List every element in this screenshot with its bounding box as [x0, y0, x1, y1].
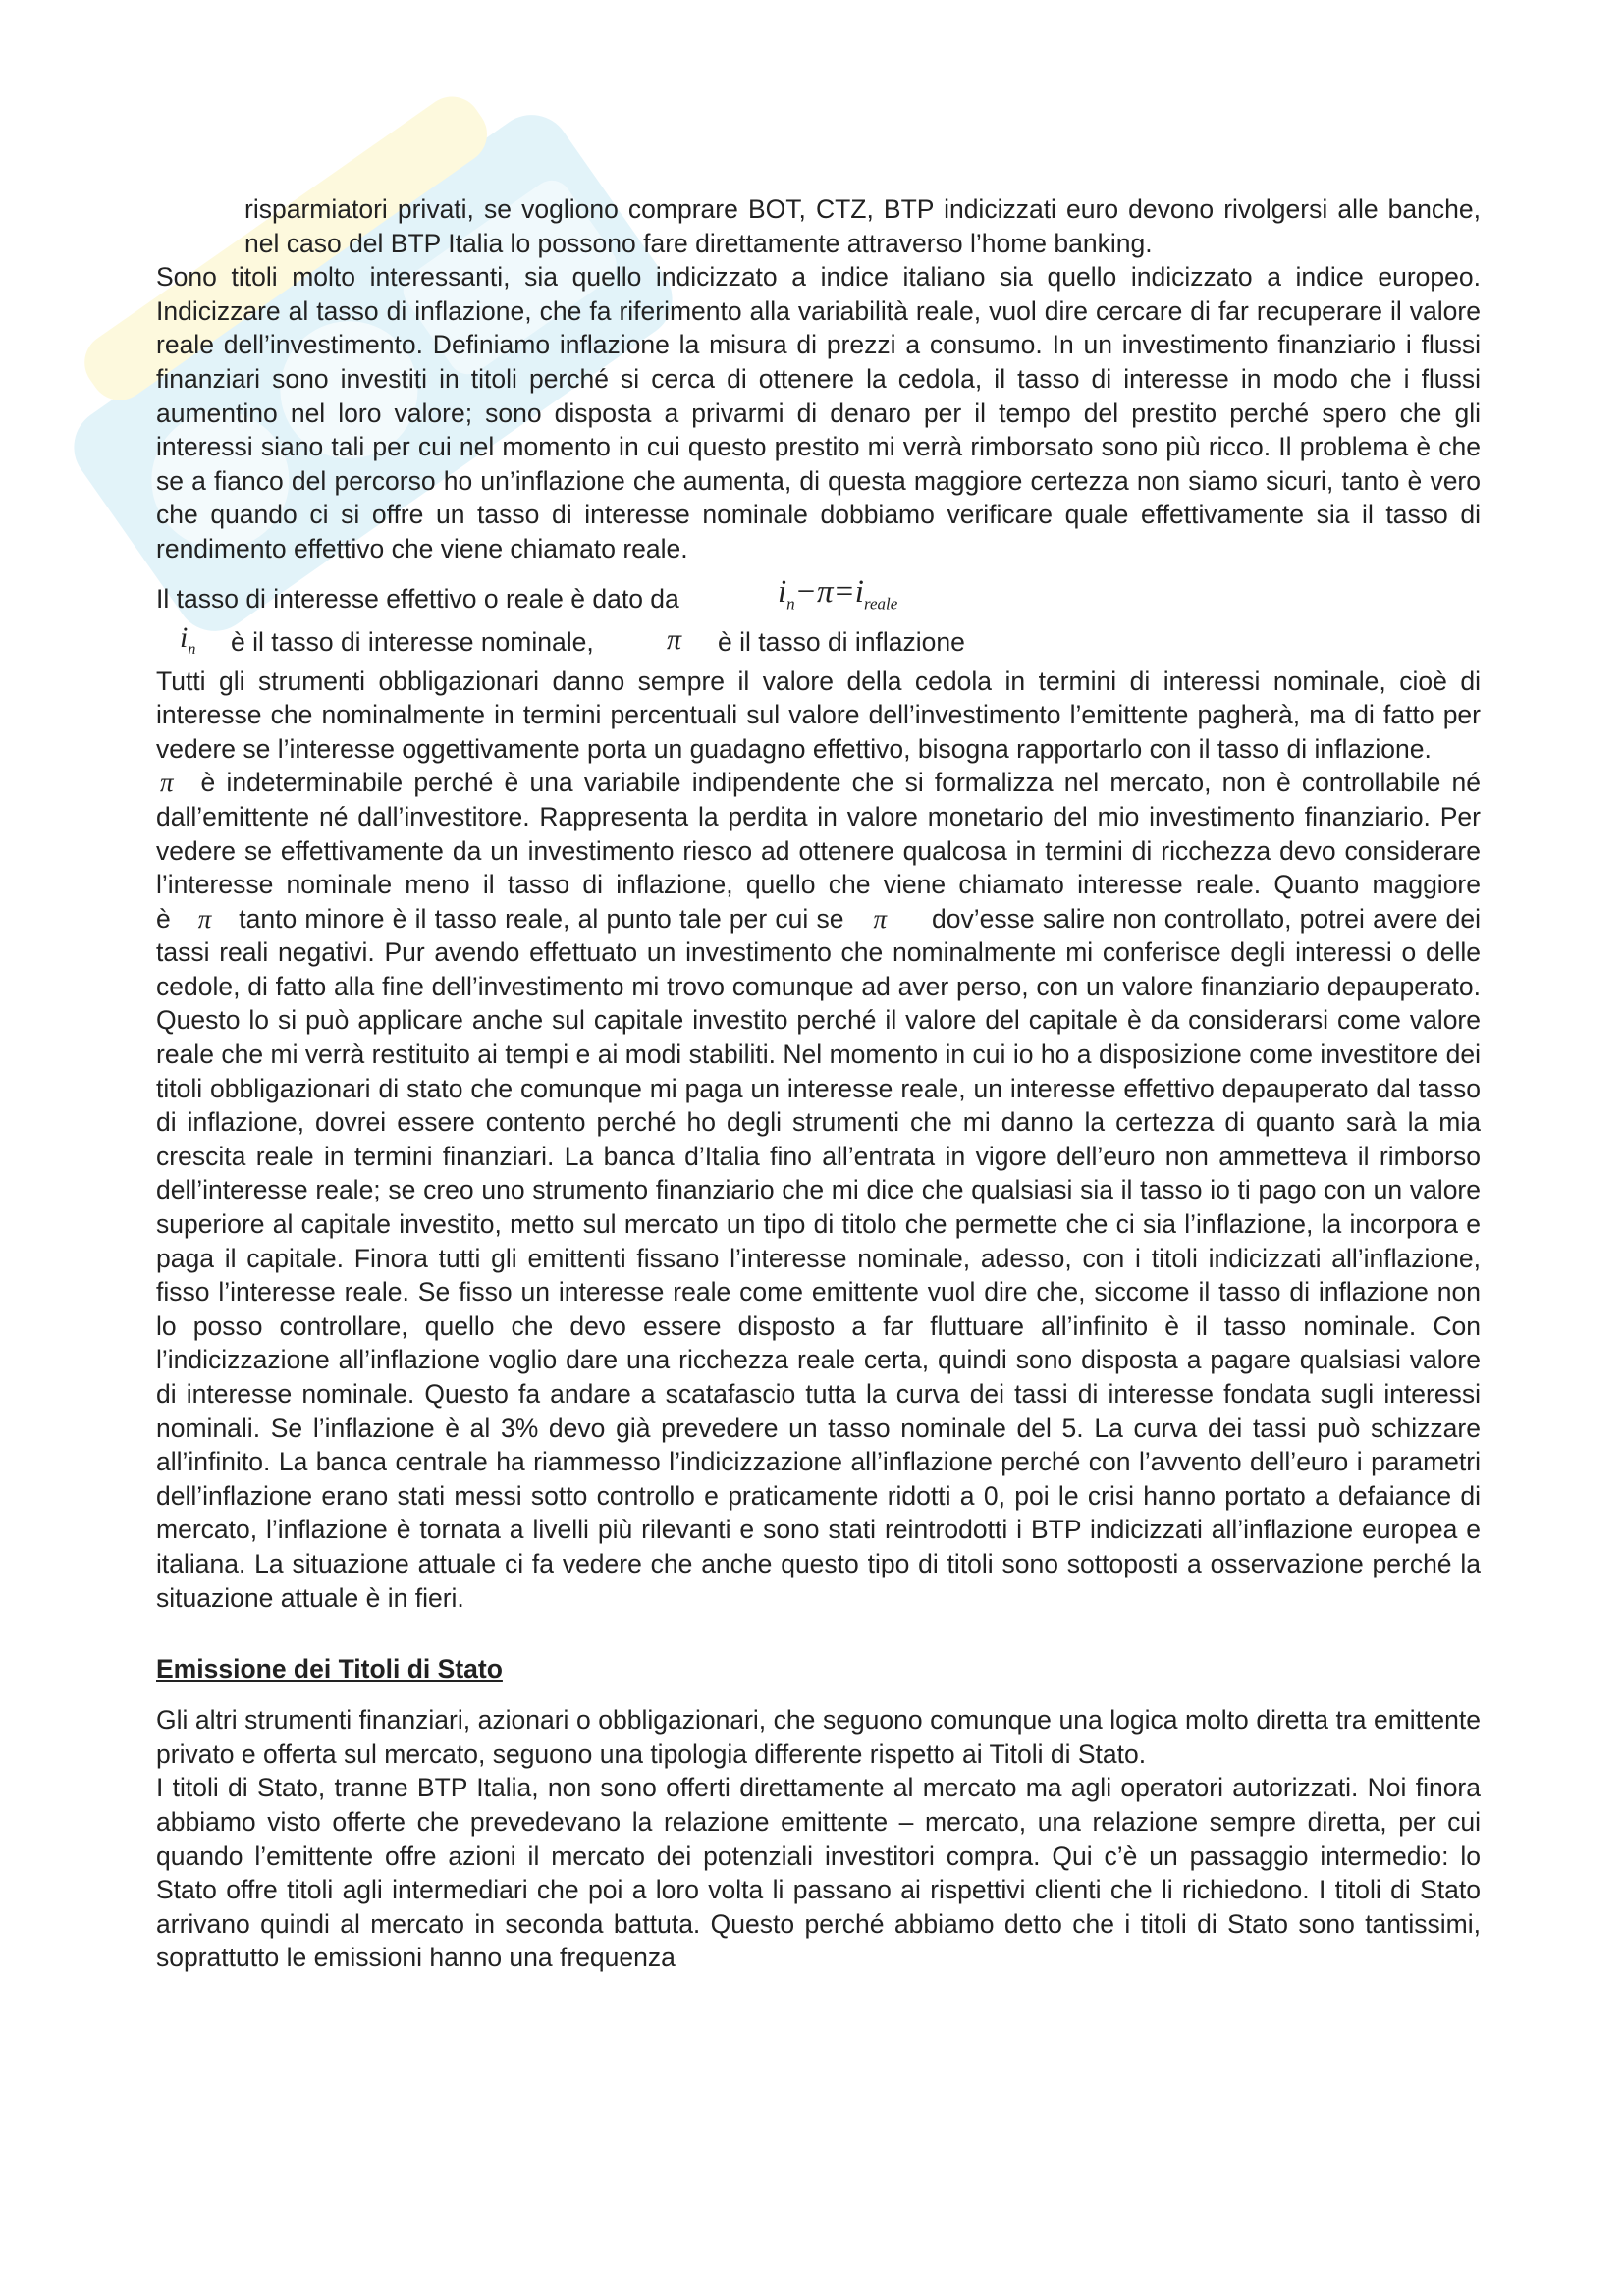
paragraph-intro: Sono titoli molto interessanti, sia quello indicizzato a indice italiano sia quello indicizzato a indice europeo. Indicizzare al tasso di inflazione, che fa riferimento alla variabilità reale, vuol dire cercare di far recuperare il valore reale dell’investimento. Definiamo inflazione la misura di prezzi a consumo. In un investimento finanziario i flussi finanziari sono investiti in titoli perché si cerca di ottenere la cedola, il tasso di interesse in modo che i flussi aumentino nel loro valore; sono disposta a privarmi di denaro per il tempo del prestito perché spero che gli interessi siano tali per cui nel momento in cui questo prestito mi verrà rimborsato sono più ricco. Il problema è che se a fianco del percorso ho un’inflazione che aumenta, di questa maggiore certezza non siamo sicuri, tanto è vero che quando ci si offre un tasso di interesse nominale dobbiamo verificare quale effettivamente sia il tasso di rendimento effettivo che viene chiamato reale.: [156, 262, 1481, 563]
formula-line: [156, 573, 1481, 623]
real-rate-formula: $i_n-\pi=i_{reale}$: [778, 573, 898, 614]
document-page: [156, 192, 1481, 1975]
symbol-pi-inline: π: [160, 768, 174, 798]
paragraph-nominal: Tutti gli strumenti obbligazionari danno sempre il valore della cedola in termini di interessi nominale, cioè di interesse che nominalmente in termini percentuali sul valore dell’investimento l’emittente pagherà, ma di fatto per vedere se l’interesse oggettivamente porta un guadagno effettivo, bisogna rapportarlo con il tasso di inflazione.: [156, 666, 1481, 764]
symbol-in: $i_n$: [180, 620, 196, 658]
paragraph-inflation: π è indeterminabile perché è una variabile indipendente che si formalizza nel mercato, non è controllabile né dall’emittente né dall’investitore. Rappresenta la perdita in valore monetario del mio investimento finanziario. Per vedere se effettivamente da un investimento riesco ad ottenere qualcosa in termini di ricchezza devo considerare l’interesse nominale meno il tasso di inflazione, quello che viene chiamato interesse reale. Quanto maggiore è π tanto minore è il tasso reale, al punto tale per cui se π dov’esse salire non controllato, potrei avere dei tassi reali negativi. Pur avendo effettuato un investimento che nominalmente mi conferisce degli interessi o delle cedole, di fatto alla fine dell’investimento mi trovo comunque ad aver perso, con un valore finanziario depauperato. Questo lo si può applicare anche sul capitale investito perché il valore del capitale è da considerarsi come valore reale che mi verrà restituito ai tempi e ai modi stabiliti. Nel momento in cui io ho a disposizione come investitore dei titoli obbligazionari di stato che comunque mi paga un interesse reale, un interesse effettivo depauperato dal tasso di inflazione, dovrei essere contento perché ho degli strumenti che mi danno la certezza di quanto sarà la mia crescita reale in termini finanziari. La banca d’Italia fino all’entrata in vigore dell’euro non ammetteva il rimborso dell’interesse reale; se creo uno strumento finanziario che mi dice che qualsiasi sia il tasso io ti pago con un valore superiore al capitale investito, metto sul mercato un tipo di titolo che permette che ci sia l’inflazione, la incorpora e paga il capitale. Finora tutti gli emittenti fissano l’interesse nominale, adesso, con i titoli indicizzati all’inflazione, fisso l’interesse reale. Se fisso un interesse reale come emittente vuol dire che, siccome il tasso di inflazione non lo posso controllare, quello che devo essere disposto a far fluttuare all’infinito è il tasso nominale. Con l’indicizzazione all’inflazione voglio dare una ricchezza reale certa, quindi sono disposta a pagare qualsiasi valore di interesse nominale. Questo fa andare a scatafascio tutta la curva dei tassi di interesse fondata sugli interessi nominali. Se l’inflazione è al 3% devo già prevedere un tasso nominale del 5. La curva dei tassi può schizzare all’infinito. La banca centrale ha riammesso l’indicizzazione all’inflazione perché con l’avvento dell’euro i parametri dell’inflazione erano stati messi sotto controllo e praticamente ridotti a 0, poi le crisi hanno portato a defaiance di mercato, l’inflazione è tornata a livelli più rilevanti e sono stati reintrodotti i BTP indicizzati all’inflazione europea e italiana. La situazione attuale ci fa vedere che anche questo tipo di titoli sono sottoposti a osservazione perché la situazione attuale è in fieri.: [156, 768, 1482, 1613]
formula-label: Il tasso di interesse effettivo o reale è dato da: [156, 583, 679, 614]
paragraph-continuation: risparmiatori privati, se vogliono comprare BOT, CTZ, BTP indicizzati euro devono rivolgersi alle banche, nel caso del BTP Italia lo possono fare direttamente attraverso l’home banking.: [244, 194, 1481, 258]
def-nominal-rate: è il tasso di interesse nominale,: [231, 626, 594, 657]
def-inflation-rate: è il tasso di inflazione: [718, 626, 965, 657]
symbol-pi-inline: π: [873, 903, 888, 934]
section-title: Emissione dei Titoli di Stato: [156, 1654, 503, 1684]
symbol-pi: π: [667, 622, 682, 656]
symbol-pi-inline: π: [197, 903, 212, 934]
definitions-line: [156, 620, 1481, 665]
paragraph-titoli-di-stato: I titoli di Stato, tranne BTP Italia, non sono offerti direttamente al mercato ma agli operatori autorizzati. Noi finora abbiamo visto offerte che prevedevano la relazione emittente – mercato, una relazione sempre diretta, per cui quando l’emittente offre azioni il mercato dei potenziali investitori compra. Qui c’è un passaggio intermedio: lo Stato offre titoli agli intermediari che poi a loro volta li passano ai rispettivi clienti che li richiedono. I titoli di Stato arrivano quindi al mercato in seconda battuta. Questo perché abbiamo detto che i titoli di Stato sono tantissimi, soprattutto le emissioni hanno una frequenza: [156, 1773, 1481, 1973]
paragraph-other-instruments: Gli altri strumenti finanziari, azionari o obbligazionari, che seguono comunque una logica molto diretta tra emittente privato e offerta sul mercato, seguono una tipologia differente rispetto ai Titoli di Stato.: [156, 1705, 1481, 1769]
